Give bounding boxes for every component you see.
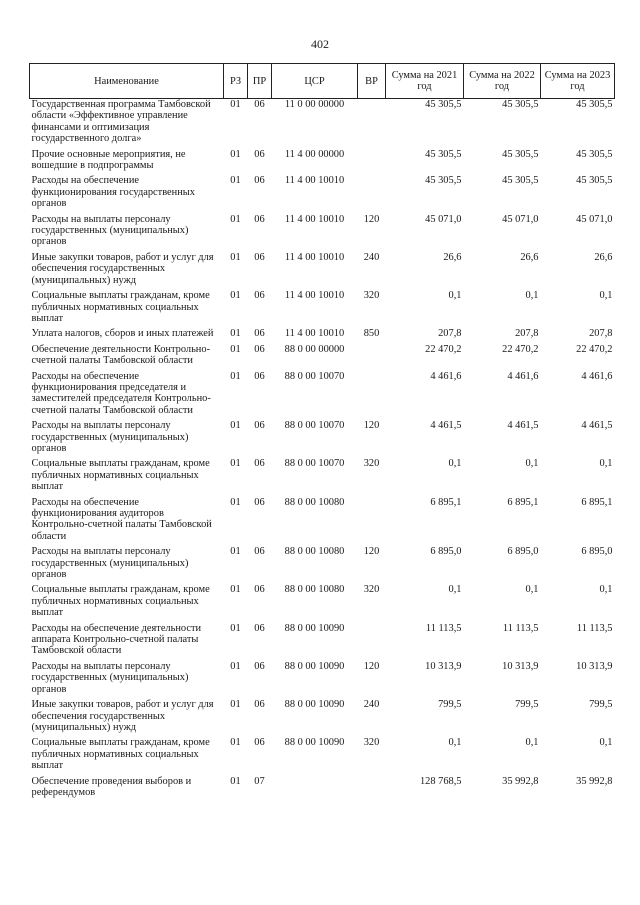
cell-sum-2023: 799,5 — [589, 699, 613, 711]
cell-sum-2023: 45 071,0 — [576, 213, 613, 225]
cell-pr: 06 — [254, 213, 265, 225]
cell-sum-2021: 4 461,6 — [430, 370, 462, 382]
cell-sum-2023: 0,1 — [599, 290, 613, 302]
cell-csr: 88 0 00 00000 — [284, 343, 345, 355]
cell-vr: 320 — [363, 737, 380, 749]
cell-csr: 88 0 00 10080 — [284, 584, 345, 596]
cell-rz: 01 — [230, 584, 241, 596]
cell-pr: 06 — [254, 148, 265, 160]
header-csr: ЦСР — [272, 64, 358, 99]
cell-rz: 01 — [230, 660, 241, 672]
cell-sum-2022: 45 305,5 — [502, 99, 539, 110]
cell-sum-2021: 6 895,0 — [430, 546, 462, 558]
cell-pr: 06 — [254, 420, 265, 432]
cell-sum-2022: 26,6 — [520, 251, 539, 263]
cell-sum-2021: 0,1 — [448, 737, 462, 749]
cell-csr: 11 4 00 10010 — [284, 251, 345, 263]
cell-sum-2023: 45 305,5 — [576, 99, 613, 110]
cell-csr: 11 4 00 10010 — [284, 290, 345, 302]
cell-sum-2023: 0,1 — [599, 458, 613, 470]
table-row — [30, 149, 615, 172]
cell-name: Расходы на обеспечение функционирования председателя и заместителей председателя Контрольно-счетной палаты Тамбовской области — [31, 370, 211, 416]
table-row — [30, 737, 615, 771]
cell-csr: 11 0 00 00000 — [284, 99, 345, 110]
cell-sum-2023: 26,6 — [594, 251, 613, 263]
cell-name: Иные закупки товаров, работ и услуг для обеспечения государственных (муниципальных) нужд — [31, 699, 214, 733]
cell-pr: 06 — [254, 546, 265, 558]
cell-pr: 06 — [254, 99, 265, 110]
cell-sum-2021: 0,1 — [448, 290, 462, 302]
cell-name: Уплата налогов, сборов и иных платежей — [31, 328, 214, 340]
table-row — [30, 344, 615, 367]
header-rz: РЗ — [224, 64, 248, 99]
cell-pr: 06 — [254, 370, 265, 382]
cell-sum-2022: 4 461,5 — [507, 420, 539, 432]
cell-name: Обеспечение деятельности Контрольно-счетной палаты Тамбовской области — [31, 343, 211, 367]
cell-sum-2021: 128 768,5 — [419, 775, 462, 787]
cell-sum-2023: 10 313,9 — [576, 660, 613, 672]
cell-sum-2022: 0,1 — [525, 584, 539, 596]
table-row — [30, 776, 615, 799]
cell-pr: 07 — [254, 775, 265, 787]
cell-vr — [358, 623, 386, 657]
cell-sum-2023: 45 305,5 — [576, 148, 613, 160]
cell-csr: 88 0 00 10090 — [284, 622, 345, 634]
cell-sum-2023: 6 895,0 — [581, 546, 613, 558]
cell-name: Расходы на обеспечение функционирования государственных органов — [31, 175, 195, 210]
table-row — [30, 584, 615, 618]
cell-rz: 01 — [230, 699, 241, 711]
cell-csr: 11 4 00 10010 — [284, 213, 345, 225]
cell-pr: 06 — [254, 737, 265, 749]
cell-csr: 11 4 00 00000 — [284, 148, 345, 160]
cell-vr: 120 — [363, 660, 380, 672]
cell-csr: 88 0 00 10070 — [284, 370, 345, 382]
cell-rz: 01 — [230, 546, 241, 558]
table-row — [30, 661, 615, 695]
cell-rz: 01 — [230, 99, 241, 110]
cell-sum-2021: 26,6 — [443, 251, 462, 263]
cell-name: Расходы на обеспечение деятельности аппарата Контрольно-счетной палаты Тамбовской области — [31, 622, 202, 657]
cell-pr: 06 — [254, 458, 265, 470]
cell-rz: 01 — [230, 213, 241, 225]
table-row — [30, 214, 615, 248]
cell-sum-2023: 35 992,8 — [576, 775, 613, 787]
cell-sum-2022: 22 470,2 — [502, 343, 539, 355]
cell-vr — [358, 776, 386, 799]
header-sum-2023: Сумма на 2023 год — [541, 64, 615, 99]
cell-vr — [358, 149, 386, 172]
cell-sum-2022: 4 461,6 — [507, 370, 539, 382]
cell-pr: 06 — [254, 251, 265, 263]
cell-pr: 06 — [254, 496, 265, 508]
cell-name: Социальные выплаты гражданам, кроме публичных нормативных социальных выплат — [31, 290, 210, 324]
cell-sum-2022: 6 895,0 — [507, 546, 539, 558]
cell-vr: 120 — [363, 420, 380, 432]
cell-sum-2021: 10 313,9 — [425, 660, 462, 672]
cell-pr: 06 — [254, 343, 265, 355]
cell-name: Обеспечение проведения выборов и референдумов — [31, 775, 192, 798]
cell-sum-2021: 207,8 — [438, 328, 462, 340]
cell-name: Государственная программа Тамбовской области «Эффективное управление финансами и оптимизация государственного долга» — [31, 99, 211, 145]
cell-pr: 06 — [254, 622, 265, 634]
cell-csr: 88 0 00 10090 — [284, 699, 345, 711]
cell-sum-2023: 4 461,5 — [581, 420, 613, 432]
cell-vr — [358, 344, 386, 367]
cell-sum-2023: 207,8 — [589, 328, 613, 340]
table-row — [30, 328, 615, 339]
cell-name: Социальные выплаты гражданам, кроме публичных нормативных социальных выплат — [31, 737, 210, 772]
cell-csr: 88 0 00 10070 — [284, 458, 345, 470]
cell-vr — [358, 371, 386, 417]
cell-sum-2021: 0,1 — [448, 458, 462, 470]
cell-sum-2022: 45 071,0 — [502, 213, 539, 225]
cell-rz: 01 — [230, 175, 241, 187]
table-row — [30, 458, 615, 492]
cell-vr: 240 — [363, 699, 380, 711]
cell-name: Расходы на выплаты персоналу государственных (муниципальных) органов — [31, 660, 189, 695]
cell-csr: 88 0 00 10090 — [284, 660, 345, 672]
cell-name: Расходы на выплаты персоналу государственных (муниципальных) органов — [31, 420, 189, 454]
cell-sum-2022: 6 895,1 — [507, 496, 539, 508]
cell-vr: 320 — [363, 458, 380, 470]
table-row — [30, 290, 615, 324]
cell-csr — [272, 776, 358, 799]
cell-name: Расходы на выплаты персоналу государственных (муниципальных) органов — [31, 213, 189, 248]
cell-vr — [358, 99, 386, 145]
cell-vr: 240 — [363, 251, 380, 263]
header-sum-2021: Сумма на 2021 год — [386, 64, 464, 99]
cell-pr: 06 — [254, 328, 265, 340]
table-row — [30, 623, 615, 657]
cell-pr: 06 — [254, 584, 265, 596]
cell-vr: 320 — [363, 584, 380, 596]
table-row — [30, 175, 615, 209]
cell-sum-2021: 6 895,1 — [430, 496, 462, 508]
cell-sum-2021: 45 071,0 — [425, 213, 462, 225]
cell-vr: 120 — [363, 546, 380, 558]
cell-sum-2022: 0,1 — [525, 458, 539, 470]
cell-sum-2022: 11 113,5 — [502, 622, 539, 634]
cell-rz: 01 — [230, 251, 241, 263]
cell-pr: 06 — [254, 699, 265, 711]
cell-vr: 850 — [363, 328, 380, 340]
cell-sum-2023: 45 305,5 — [576, 175, 613, 187]
cell-pr: 06 — [254, 175, 265, 187]
header-pr: ПР — [248, 64, 272, 99]
table-body — [30, 99, 615, 799]
cell-rz: 01 — [230, 622, 241, 634]
cell-csr: 11 4 00 10010 — [284, 175, 345, 187]
cell-sum-2022: 45 305,5 — [502, 175, 539, 187]
cell-name: Социальные выплаты гражданам, кроме публичных нормативных социальных выплат — [31, 584, 210, 619]
header-name: Наименование — [30, 64, 224, 99]
cell-rz: 01 — [230, 496, 241, 508]
cell-pr: 06 — [254, 660, 265, 672]
table-row — [30, 699, 615, 733]
cell-name: Иные закупки товаров, работ и услуг для обеспечения государственных (муниципальных) нужд — [31, 251, 214, 286]
cell-rz: 01 — [230, 420, 241, 432]
cell-sum-2021: 22 470,2 — [425, 343, 462, 355]
cell-name: Расходы на выплаты персоналу государственных (муниципальных) органов — [31, 546, 189, 581]
cell-rz: 01 — [230, 775, 241, 787]
cell-sum-2023: 22 470,2 — [576, 343, 613, 355]
cell-sum-2023: 4 461,6 — [581, 370, 613, 382]
cell-sum-2022: 0,1 — [525, 737, 539, 749]
cell-sum-2022: 45 305,5 — [502, 148, 539, 160]
table-row — [30, 420, 615, 454]
cell-name: Расходы на обеспечение функционирования аудиторов Контрольно-счетной палаты Тамбовской области — [31, 496, 212, 542]
cell-sum-2023: 0,1 — [599, 737, 613, 749]
cell-sum-2022: 35 992,8 — [502, 775, 539, 787]
cell-sum-2021: 0,1 — [448, 584, 462, 596]
cell-sum-2021: 45 305,5 — [425, 148, 462, 160]
cell-sum-2022: 10 313,9 — [502, 660, 539, 672]
cell-sum-2021: 45 305,5 — [425, 175, 462, 187]
budget-table — [29, 63, 615, 798]
cell-pr: 06 — [254, 290, 265, 302]
table-row — [30, 546, 615, 580]
cell-vr: 320 — [363, 290, 380, 302]
cell-csr: 88 0 00 10070 — [284, 420, 345, 432]
header-sum-2022: Сумма на 2022 год — [464, 64, 541, 99]
cell-csr: 88 0 00 10080 — [284, 496, 345, 508]
cell-csr: 88 0 00 10080 — [284, 546, 345, 558]
cell-vr: 120 — [363, 213, 380, 225]
cell-vr — [358, 497, 386, 543]
cell-sum-2021: 45 305,5 — [425, 99, 462, 110]
cell-sum-2023: 11 113,5 — [576, 622, 613, 634]
cell-name: Прочие основные мероприятия, не вошедшие в подпрограммы — [31, 148, 186, 172]
cell-csr: 11 4 00 10010 — [284, 328, 345, 340]
cell-sum-2021: 11 113,5 — [425, 622, 462, 634]
table-row — [30, 371, 615, 417]
cell-sum-2023: 6 895,1 — [581, 496, 613, 508]
cell-rz: 01 — [230, 370, 241, 382]
header-vr: ВР — [358, 64, 386, 99]
cell-sum-2022: 0,1 — [525, 290, 539, 302]
page-number: 402 — [311, 37, 329, 51]
cell-rz: 01 — [230, 290, 241, 302]
table-row — [30, 252, 615, 286]
cell-sum-2021: 799,5 — [438, 699, 462, 711]
table-row — [30, 497, 615, 543]
table-header — [30, 64, 615, 99]
cell-rz: 01 — [230, 328, 241, 340]
cell-rz: 01 — [230, 343, 241, 355]
cell-sum-2023: 0,1 — [599, 584, 613, 596]
cell-rz: 01 — [230, 737, 241, 749]
cell-sum-2022: 207,8 — [515, 328, 539, 340]
cell-csr: 88 0 00 10090 — [284, 737, 345, 749]
table-row — [30, 99, 615, 145]
cell-sum-2022: 799,5 — [515, 699, 539, 711]
cell-sum-2021: 4 461,5 — [430, 420, 462, 432]
cell-vr — [358, 175, 386, 209]
cell-rz: 01 — [230, 458, 241, 470]
cell-name: Социальные выплаты гражданам, кроме публичных нормативных социальных выплат — [31, 458, 210, 493]
cell-rz: 01 — [230, 148, 241, 160]
